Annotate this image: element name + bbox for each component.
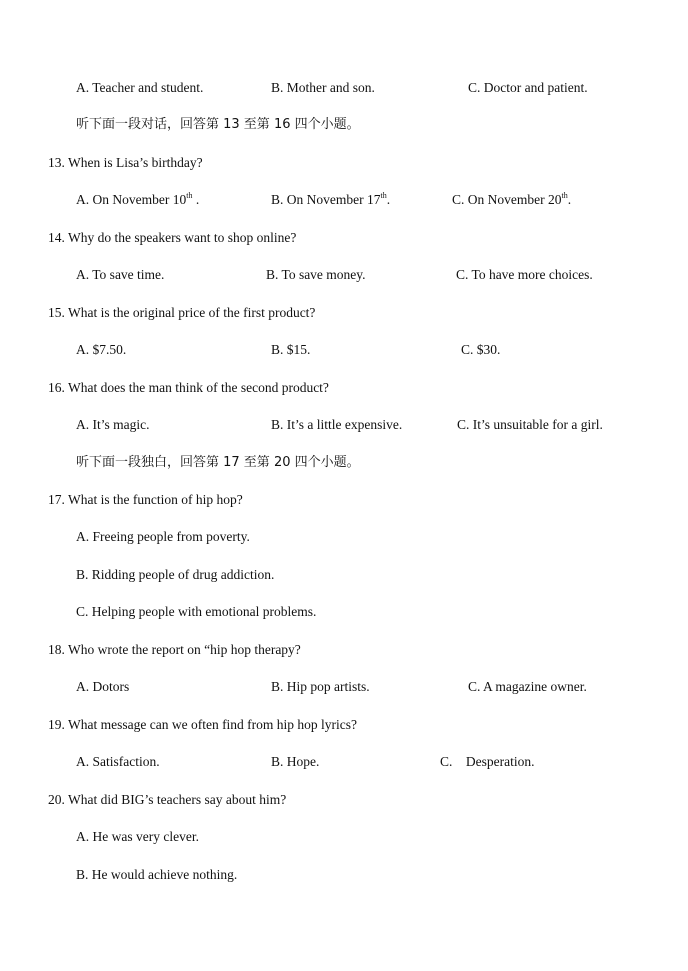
q20-option-b: B. He would achieve nothing. (76, 867, 238, 882)
q16-option-a: A. It’s magic. (76, 417, 150, 432)
section-heading-17-20: 听下面一段独白，回答第 17 至第 20 四个小题。 (76, 455, 360, 470)
q18-option-a: A. Dotors (76, 679, 130, 694)
q19-option-c: C. Desperation. (440, 754, 535, 769)
q13-option-c: C. On November 20th. (452, 191, 572, 207)
q19-question: 19. What message can we often find from hip hop lyrics? (48, 717, 358, 732)
q19-option-b: B. Hope. (271, 754, 320, 769)
q17-question: 17. What is the function of hip hop? (48, 492, 243, 507)
q18-option-c: C. A magazine owner. (468, 679, 587, 694)
q15-question: 15. What is the original price of the first product? (48, 305, 316, 320)
q15-option-c: C. $30. (461, 342, 501, 357)
q13-question: 13. When is Lisa’s birthday? (48, 155, 203, 170)
q16-option-c: C. It’s unsuitable for a girl. (457, 417, 603, 432)
q14-option-c: C. To have more choices. (456, 267, 593, 282)
section-heading-13-16: 听下面一段对话，回答第 13 至第 16 四个小题。 (76, 117, 360, 132)
q12-option-b: B. Mother and son. (271, 80, 375, 95)
q19-option-a: A. Satisfaction. (76, 754, 160, 769)
q17-option-c: C. Helping people with emotional problems. (76, 604, 317, 619)
q17-option-b: B. Ridding people of drug addiction. (76, 567, 275, 582)
q18-option-b: B. Hip pop artists. (271, 679, 370, 694)
q14-option-a: A. To save time. (76, 267, 165, 282)
q14-question: 14. Why do the speakers want to shop online? (48, 230, 297, 245)
q13-option-a: A. On November 10th . (76, 191, 200, 207)
q14-option-b: B. To save money. (266, 267, 366, 282)
q15-option-a: A. $7.50. (76, 342, 127, 357)
q17-option-a: A. Freeing people from poverty. (76, 529, 250, 544)
q13-option-b: B. On November 17th. (271, 191, 391, 207)
q12-option-c: C. Doctor and patient. (468, 80, 588, 95)
q20-question: 20. What did BIG’s teachers say about him? (48, 792, 287, 807)
q16-option-b: B. It’s a little expensive. (271, 417, 403, 432)
q20-option-a: A. He was very clever. (76, 829, 199, 844)
q18-question: 18. Who wrote the report on “hip hop therapy? (48, 642, 301, 657)
q16-question: 16. What does the man think of the second product? (48, 380, 329, 395)
q15-option-b: B. $15. (271, 342, 311, 357)
q12-option-a: A. Teacher and student. (76, 80, 204, 95)
